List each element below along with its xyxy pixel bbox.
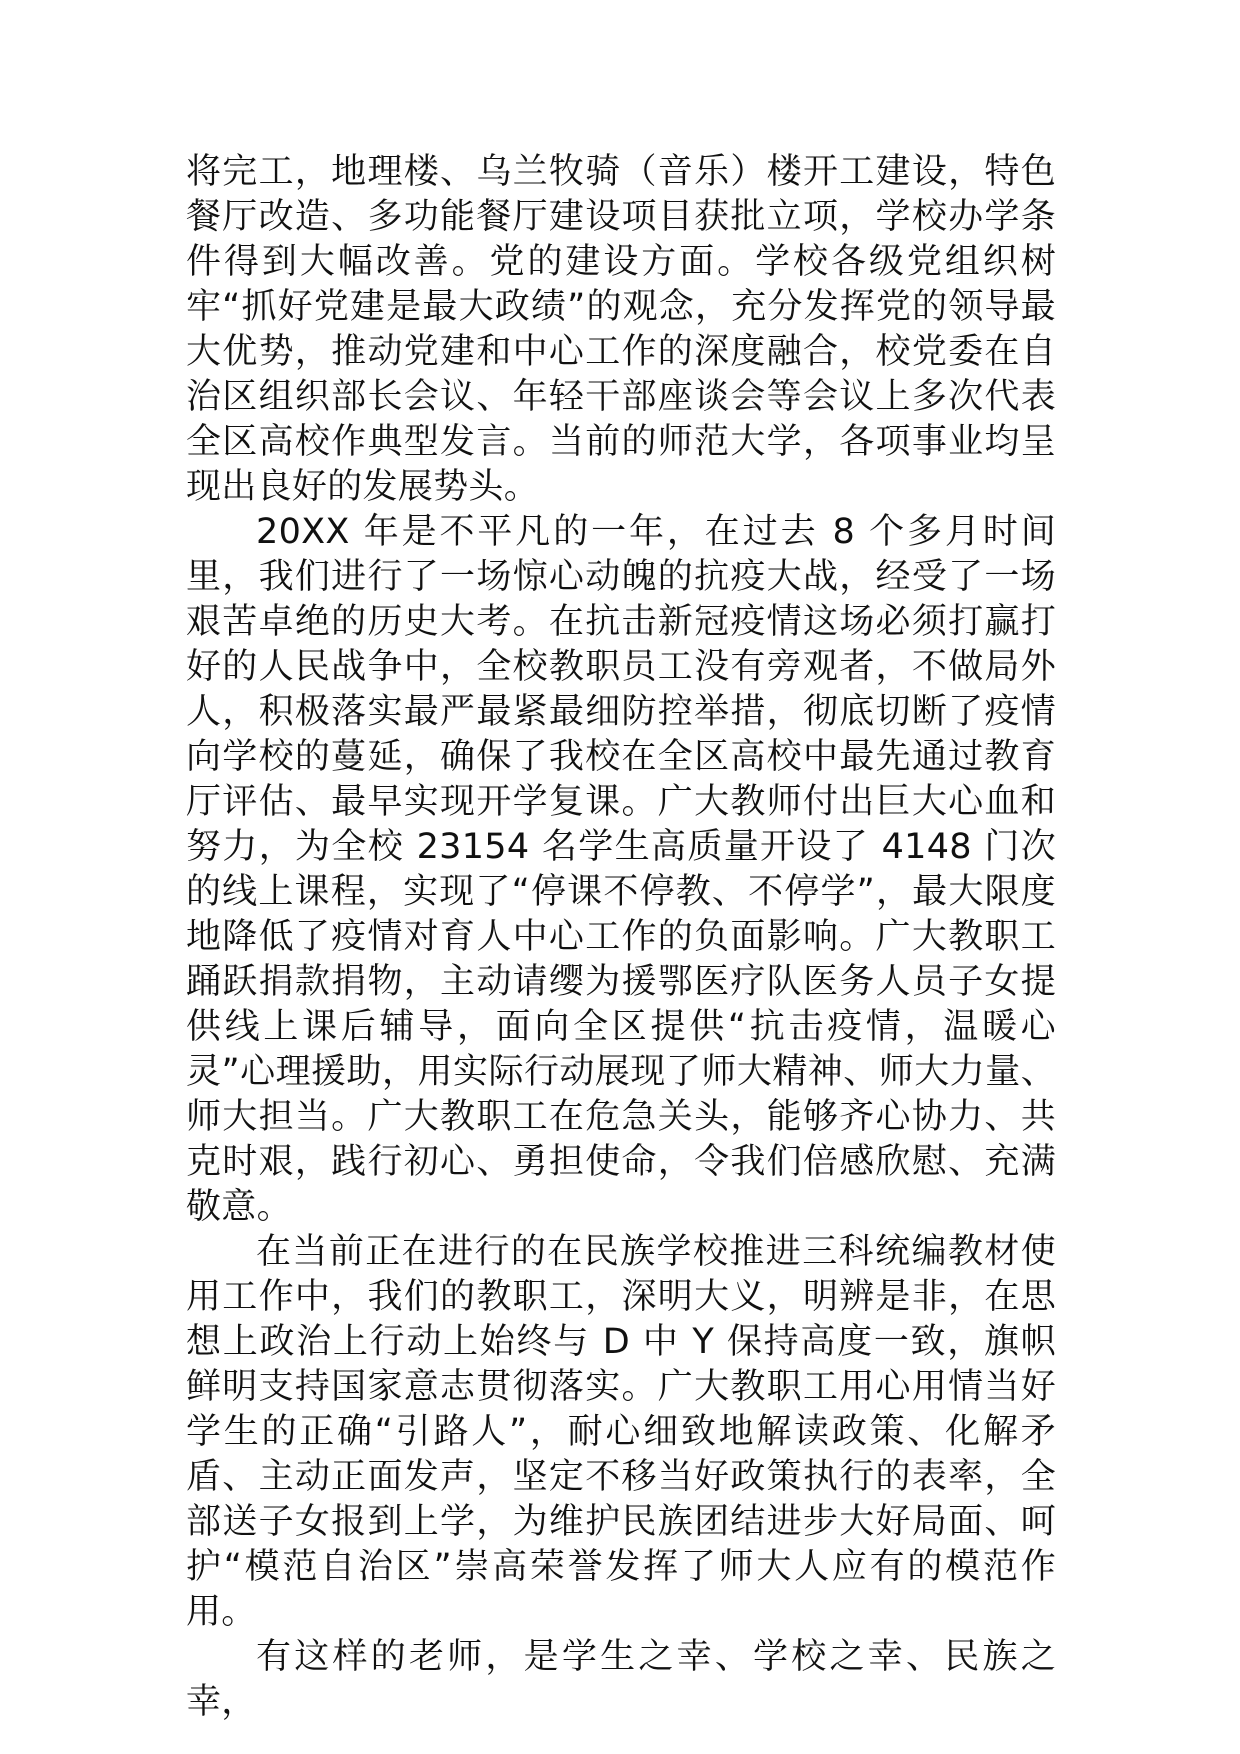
paragraph-1: 将完工，地理楼、乌兰牧骑（音乐）楼开工建设，特色餐厅改造、多功能餐厅建设项目获批立项，学校办学条件得到大幅改善。党的建设方面。学校各级党组织树牢“抓好党建是最大政绩”的观念，充分发挥党的领导最大优势，推动党建和中心工作的深度融合，校党委在自治区组织部长会议、年轻干部座谈会等会议上多次代表全区高校作典型发言。当前的师范大学，各项事业均呈现出良好的发展势头。	[186, 152, 1056, 507]
paragraph-4: 有这样的老师，是学生之幸、学校之幸、民族之幸，	[186, 1637, 1056, 1722]
paragraph-3: 在当前正在进行的在民族学校推进三科统编教材使用工作中，我们的教职工，深明大义，明辨是非，在思想上政治上行动上始终与 D 中 Y 保持高度一致，旗帜鲜明支持国家意志贯彻落实。广大教职工用心用情当好学生的正确“引路人”，耐心细致地解读政策、化解矛盾、主动正面发声，坚定不移当好政策执行的表率，全部送子女报到上学，为维护民族团结进步大好局面、呵护“模范自治区”崇高荣誉发挥了师大人应有的模范作用。	[186, 1232, 1056, 1632]
paragraph-2: 20XX 年是不平凡的一年，在过去 8 个多月时间里，我们进行了一场惊心动魄的抗疫大战，经受了一场艰苦卓绝的历史大考。在抗击新冠疫情这场必须打赢打好的人民战争中，全校教职员工没有旁观者，不做局外人，积极落实最严最紧最细防控举措，彻底切断了疫情向学校的蔓延，确保了我校在全区高校中最先通过教育厅评估、最早实现开学复课。广大教师付出巨大心血和努力，为全校 23154 名学生高质量开设了 4148 门次的线上课程，实现了“停课不停教、不停学”，最大限度地降低了疫情对育人中心工作的负面影响。广大教职工踊跃捐款捐物，主动请缨为援鄂医疗队医务人员子女提供线上课后辅导，面向全区提供“抗击疫情，温暖心灵”心理援助，用实际行动展现了师大精神、师大力量、师大担当。广大教职工在危急关头，能够齐心协力、共克时艰，践行初心、勇担使命，令我们倍感欣慰、充满敬意。	[186, 512, 1056, 1227]
document-body	[186, 150, 1056, 1725]
